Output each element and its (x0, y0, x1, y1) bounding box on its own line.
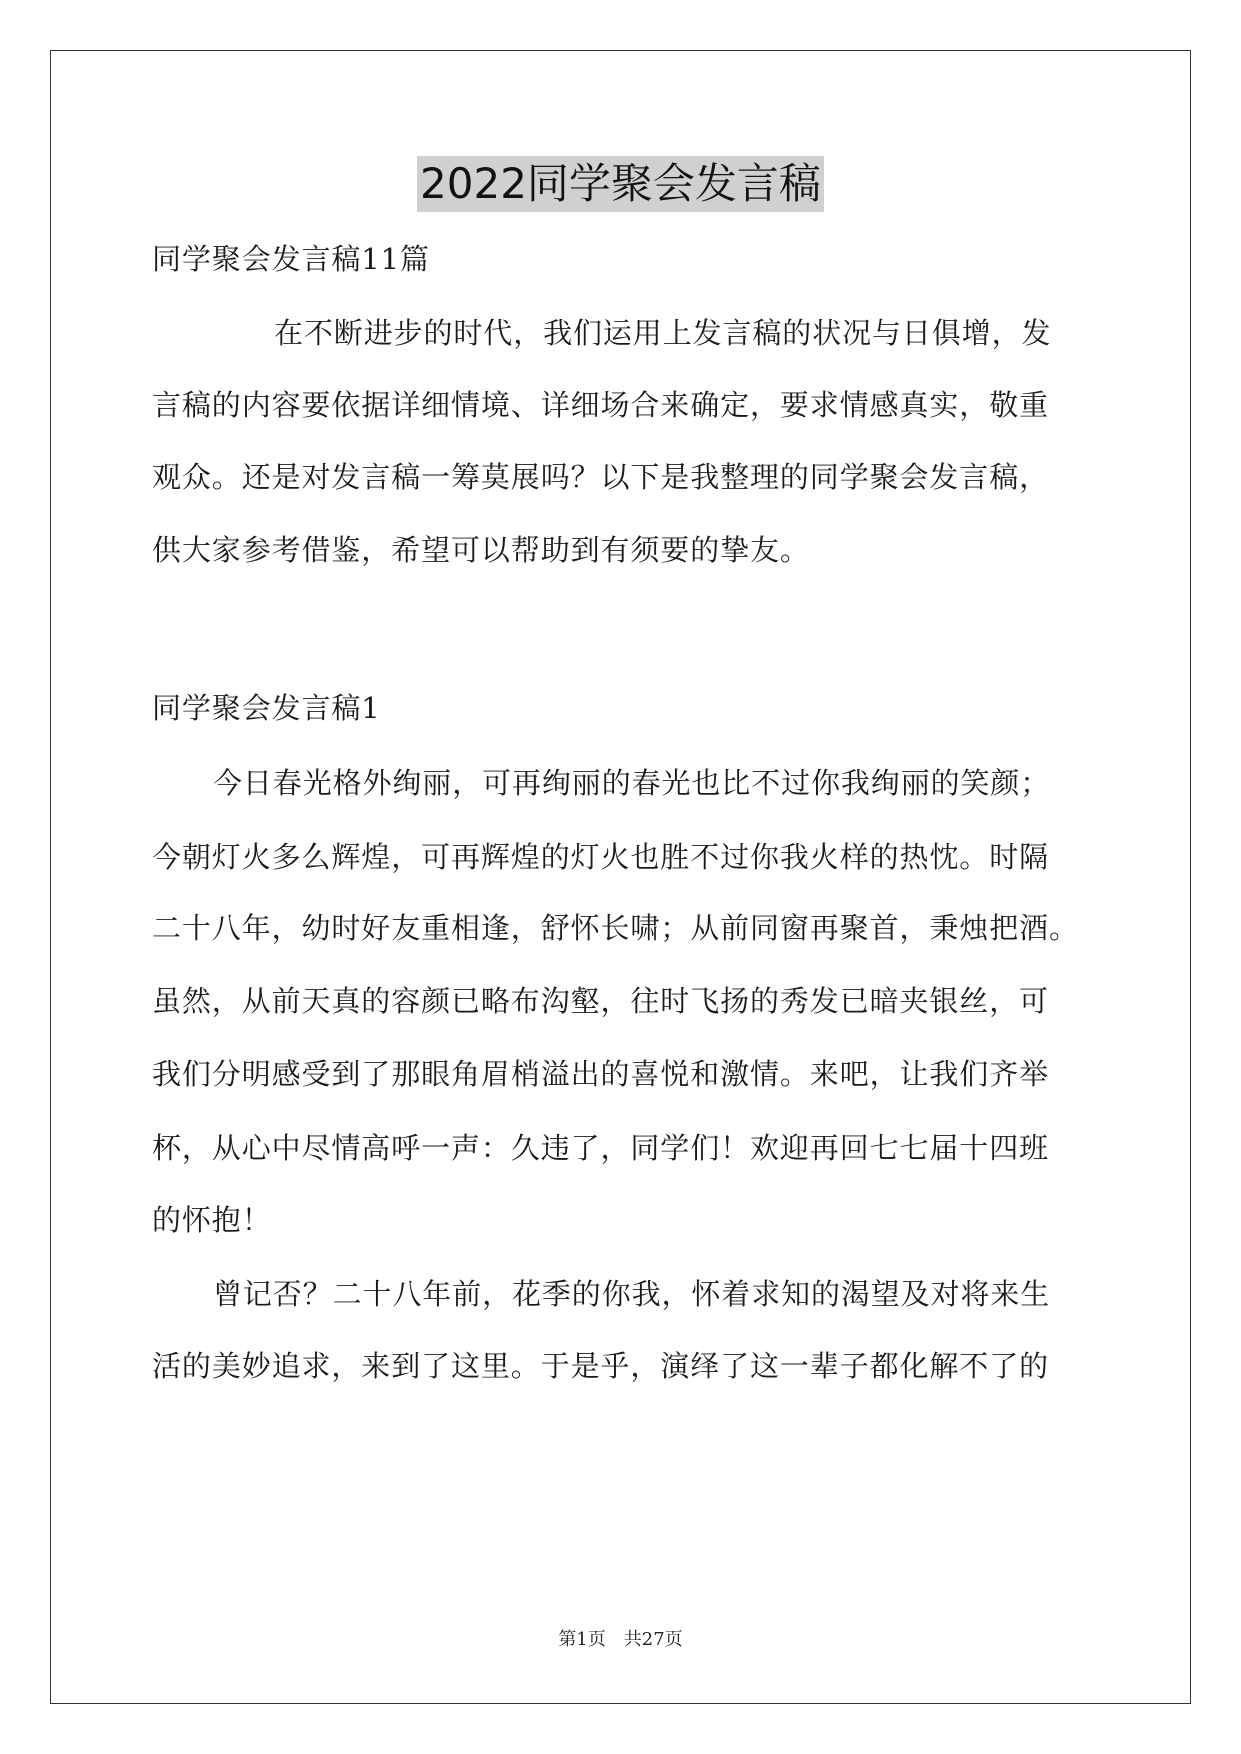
paragraph-line: 供大家参考借鉴，希望可以帮助到有须要的挚友。 (152, 533, 810, 567)
paragraph-line: 虽然，从前天真的容颜已略布沟壑，往时飞扬的秀发已暗夹银丝，可 (152, 984, 1050, 1018)
document-title: 2022同学聚会发言稿 (417, 156, 824, 212)
paragraph-line: 今日春光格外绚丽，可再绚丽的春光也比不过你我绚丽的笑颜； (213, 766, 1051, 800)
paragraph-line: 我们分明感受到了那眼角眉梢溢出的喜悦和激情。来吧，让我们齐举 (152, 1057, 1050, 1091)
paragraph-line: 的怀抱！ (152, 1203, 272, 1237)
page-footer: 第1页 共27页 (558, 1629, 683, 1650)
paragraph-line: 杯，从心中尽情高呼一声：久违了，同学们！欢迎再回七七届十四班 (152, 1131, 1050, 1165)
paragraph-line: 曾记否？二十八年前，花季的你我，怀着求知的渴望及对将来生 (213, 1277, 1051, 1311)
paragraph-line: 二十八年，幼时好友重相逢，舒怀长啸；从前同窗再聚首，秉烛把酒。 (152, 911, 1079, 945)
paragraph-line: 活的美妙追求，来到了这里。于是乎，演绎了这一辈子都化解不了的 (152, 1349, 1050, 1383)
page-border (50, 50, 1191, 1704)
title-container (0, 156, 1241, 212)
paragraph-line: 言稿的内容要依据详细情境、详细场合来确定，要求情感真实，敬重 (152, 388, 1050, 422)
paragraph-line: 在不断进步的时代，我们运用上发言稿的状况与日俱增，发 (274, 316, 1052, 350)
section-heading: 同学聚会发言稿1 (152, 691, 381, 725)
paragraph-line: 今朝灯火多么辉煌，可再辉煌的灯火也胜不过你我火样的热忱。时隔 (152, 840, 1050, 874)
paragraph-line: 观众。还是对发言稿一筹莫展吗？以下是我整理的同学聚会发言稿， (152, 460, 1050, 494)
subtitle-line: 同学聚会发言稿11篇 (152, 242, 430, 276)
